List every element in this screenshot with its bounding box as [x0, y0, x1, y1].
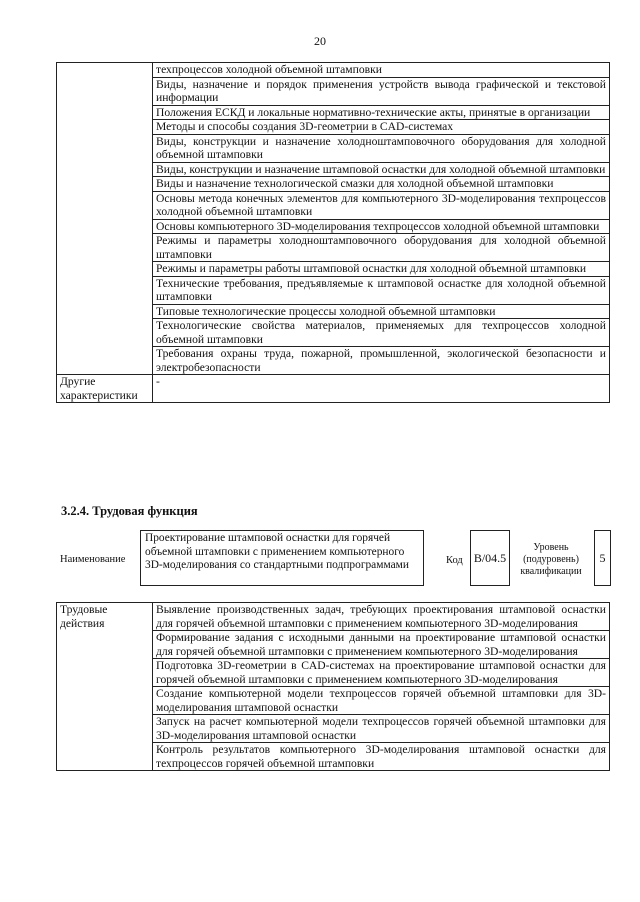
other-characteristics-value: - [153, 375, 610, 403]
table-cell: Формирование задания с исходными данными на проектирование штамповой оснастки для горячей объемной штамповки с применением компьютерного 3D-моделирования [153, 631, 610, 659]
table-row [57, 375, 610, 403]
table-cell: Создание компьютерной модели техпроцессов горячей объемной штамповки для 3D-моделирования штамповой оснастки [153, 687, 610, 715]
table-cell: Технические требования, предъявляемые к штамповой оснастке для холодной объемной штамповки [153, 276, 610, 304]
table-cell: Виды, назначение и порядок применения устройств вывода графической и текстовой информации [153, 77, 610, 105]
level-value: 5 [594, 530, 611, 586]
section-title: 3.2.4. Трудовая функция [61, 504, 198, 518]
table-cell: Основы метода конечных элементов для компьютерного 3D-моделирования техпроцессов холодной объемной штамповки [153, 191, 610, 219]
table-cell: техпроцессов холодной объемной штамповки [153, 63, 610, 78]
table-cell: Виды и назначение технологической смазки для холодной объемной штамповки [153, 177, 610, 192]
table-row [57, 63, 610, 78]
table-cell: Запуск на расчет компьютерной модели техпроцессов горячей объемной штамповки для 3D-моделирования штамповой оснастки [153, 715, 610, 743]
actions-table [56, 602, 610, 771]
table-cell: Выявление производственных задач, требующих проектирования штамповой оснастки для горячей объемной штамповки с применением компьютерного 3D-моделирования [153, 603, 610, 631]
table-cell: Подготовка 3D-геометрии в CAD-системах на проектирование штамповой оснастки для горячей объемной штамповки с применением компьютерного 3D-моделирования [153, 659, 610, 687]
other-characteristics-label: Другие характеристики [57, 375, 153, 403]
table-cell: Технологические свойства материалов, применяемых для техпроцессов холодной объемной штамповки [153, 319, 610, 347]
code-label: Код [446, 555, 463, 566]
table-cell: Виды, конструкции и назначение холодноштамповочного оборудования для холодной объемной штамповки [153, 134, 610, 162]
table-cell: Основы компьютерного 3D-моделирования техпроцессов холодной объемной штамповки [153, 219, 610, 234]
table-row [57, 603, 610, 631]
page-number: 20 [314, 34, 326, 48]
table-cell: Требования охраны труда, пожарной, промышленной, экологической безопасности и электробезопасности [153, 347, 610, 375]
table-cell: Виды, конструкции и назначение штамповой оснастки для холодной объемной штамповки [153, 162, 610, 177]
table-cell: Режимы и параметры холодноштамповочного оборудования для холодной объемной штамповки [153, 234, 610, 262]
level-label: Уровень (подуровень) квалификации [520, 542, 582, 577]
actions-label: Трудовые действия [57, 603, 153, 771]
code-value: B/04.5 [470, 530, 510, 586]
knowledge-table [56, 62, 610, 403]
table-cell: Режимы и параметры работы штамповой оснастки для холодной объемной штамповки [153, 262, 610, 277]
empty-label-cell [57, 63, 153, 375]
table-cell: Контроль результатов компьютерного 3D-моделирования штамповой оснастки для техпроцессов горячей объемной штамповки [153, 743, 610, 771]
name-label: Наименование [60, 554, 126, 565]
table-cell: Методы и способы создания 3D-геометрии в CAD-системах [153, 120, 610, 135]
function-header [56, 530, 616, 588]
name-value: Проектирование штамповой оснастки для горячей объемной штамповки с применением компьютерного 3D-моделирования со стандартными подпрограммами [140, 530, 424, 586]
table-cell: Типовые технологические процессы холодной объемной штамповки [153, 304, 610, 319]
table-cell: Положения ЕСКД и локальные нормативно-технические акты, принятые в организации [153, 105, 610, 120]
